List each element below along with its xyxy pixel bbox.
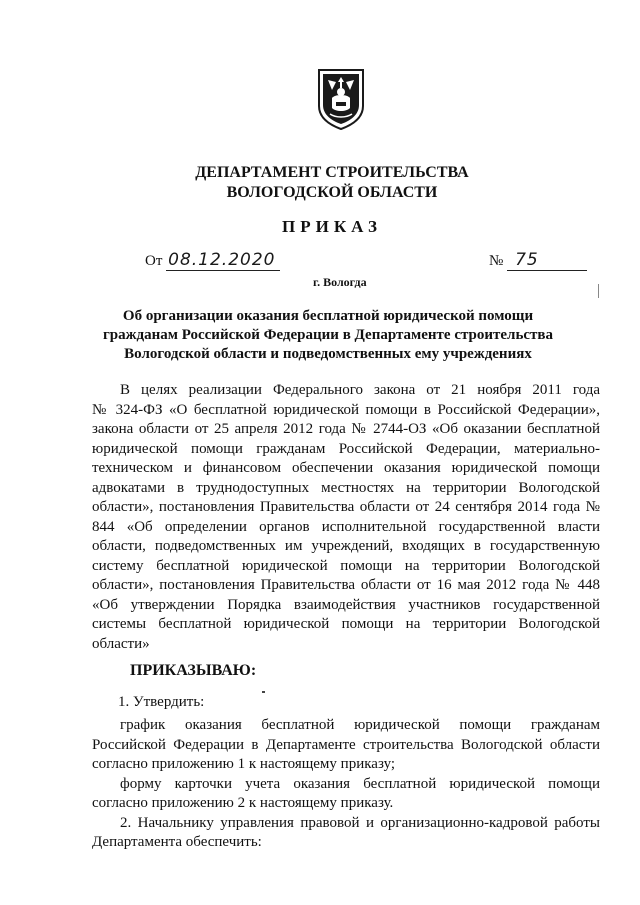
coat-of-arms-icon [316, 68, 366, 130]
ordered-heading: ПРИКАЗЫВАЮ: [130, 662, 257, 679]
item-line: согласно приложению 2 к настоящему приказу. [92, 795, 394, 811]
point-1-heading: 1. Утвердить: [118, 694, 205, 710]
preamble-line: систему бесплатной юридической помощи на территории Вологодской [92, 557, 600, 574]
preamble-paragraph [92, 381, 600, 654]
item-line: график оказания бесплатной юридической помощи гражданам [120, 717, 600, 733]
number-value: 75 [507, 250, 587, 271]
order-number [489, 250, 587, 271]
preamble-line: системы бесплатной юридической помощи на территории Вологодской [92, 616, 600, 632]
order-items [92, 716, 600, 853]
date-prefix: От [145, 253, 163, 269]
subject-line: Вологодской области и подведомственных ему учреждениях [124, 346, 532, 362]
date-value: 08.12.2020 [166, 250, 280, 271]
item-line: Департамента обеспечить: [92, 834, 262, 850]
preamble-line: «Об утверждении Порядка взаимодействия участников государственной [92, 596, 600, 613]
preamble-line: области» [92, 635, 150, 652]
margin-mark [598, 284, 599, 298]
item-line: Российской Федерации в Департаменте строительства Вологодской области [92, 736, 600, 753]
scan-speck [262, 691, 265, 693]
preamble-line: В целях реализации Федерального закона от 21 ноября 2011 года [120, 382, 600, 398]
preamble-line: области», постановления Правительства области от 16 мая 2012 года № 448 [92, 577, 600, 593]
department-name-line1: ДЕПАРТАМЕНТ СТРОИТЕЛЬСТВА [195, 164, 469, 181]
preamble-line: области, подведомственных им учреждений, входящих в государственную [92, 538, 600, 554]
subject-line: Об организации оказания бесплатной юридической помощи [122, 308, 534, 324]
item-line: согласно приложению 1 к настоящему приказу; [92, 756, 396, 772]
item-line: форму карточки учета оказания бесплатной юридической помощи [120, 775, 600, 792]
department-name-line2: ВОЛОГОДСКОЙ ОБЛАСТИ [226, 184, 438, 201]
order-subject [0, 307, 640, 364]
preamble-line: № 324-ФЗ «О бесплатной юридической помощи в Российской Федерации», [92, 401, 600, 418]
item-line: 2. Начальнику управления правовой и организационно-кадровой работы [120, 814, 600, 831]
subject-line: гражданам Российской Федерации в Департаменте строительства [102, 327, 554, 343]
preamble-line: области», постановления Правительства области от 24 сентября 2014 года № [92, 499, 600, 515]
order-date [145, 250, 280, 271]
preamble-line: закона области от 25 апреля 2012 года № 2744-ОЗ «Об оказании бесплатной [92, 421, 600, 437]
preamble-line: 844 «Об определении органов исполнительной государственной власти [92, 518, 600, 535]
preamble-line: юридической помощи гражданам Российской Федерации, материально- [92, 440, 600, 457]
number-prefix: № [489, 253, 504, 269]
city-label: г. Вологда [313, 275, 367, 289]
preamble-line: техническом и финансовом обеспечении оказания юридической помощи [92, 460, 600, 476]
order-title: ПРИКАЗ [282, 217, 382, 236]
preamble-line: адвокатами в труднодоступных местностях на территории Вологодской [92, 479, 600, 496]
